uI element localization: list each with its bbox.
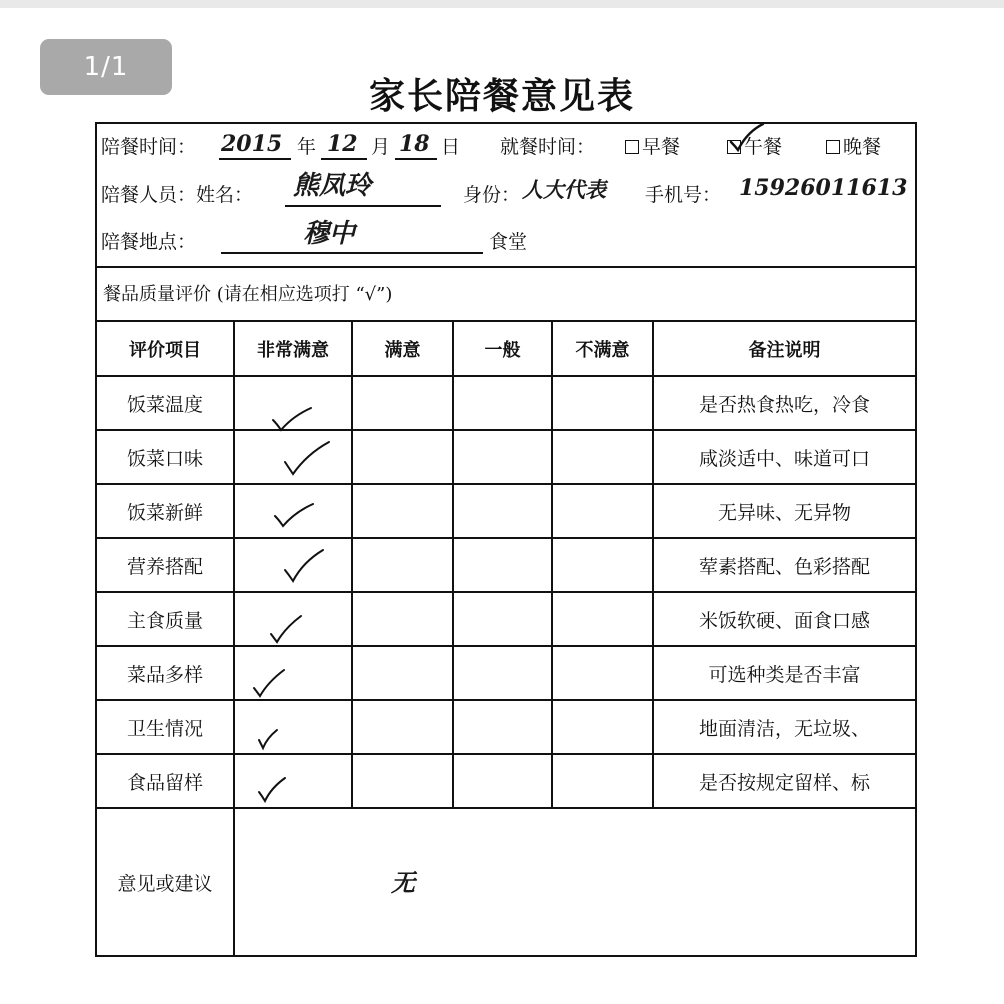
row-note: 地面清洁，无垃圾、: [698, 717, 870, 740]
month-label: 月: [371, 136, 391, 158]
date-month: 12: [327, 131, 358, 157]
suggestion-value: 无: [391, 868, 415, 897]
date-year: 2015: [221, 131, 283, 157]
meal-option-dinner: 晚餐: [826, 135, 881, 159]
place-suffix: 食堂: [489, 231, 528, 253]
row-item: 营养搭配: [126, 555, 203, 578]
identity-label: 身份：: [463, 184, 521, 206]
meal-time-label: 就餐时间：: [500, 136, 596, 158]
divider: [97, 266, 915, 268]
row-note: 是否按规定留样、标: [698, 771, 870, 794]
page-indicator: 1/1: [40, 39, 172, 95]
viewer-top-bar: [0, 0, 1004, 8]
header-dissatisfied: 不满意: [575, 339, 630, 361]
checkbox-icon: [625, 140, 639, 154]
row-note: 可选种类是否丰富: [708, 663, 861, 686]
row-item: 饭菜温度: [126, 393, 203, 416]
identity-value: 人大代表: [522, 177, 606, 202]
row-item: 菜品多样: [126, 663, 203, 686]
date-label: 陪餐时间：: [101, 136, 197, 158]
place-underline: [221, 252, 483, 254]
column-divider: [551, 320, 553, 808]
row-item: 卫生情况: [126, 717, 203, 740]
section-title: 餐品质量评价 (请在相应选项打 “√”): [103, 284, 393, 305]
row-note: 是否热食热吃，冷食: [698, 393, 870, 416]
year-label: 年: [297, 136, 317, 158]
checkmark-icon: [255, 776, 289, 806]
header-item: 评价项目: [129, 339, 201, 361]
year-underline: [219, 158, 291, 160]
day-underline: [395, 158, 437, 160]
row-note: 荤素搭配、色彩搭配: [698, 555, 870, 578]
place-label: 陪餐地点：: [101, 231, 197, 253]
column-divider: [351, 320, 353, 808]
checkmark-icon: [250, 668, 290, 702]
month-underline: [321, 158, 367, 160]
row-note: 米饭软硬、面食口感: [698, 609, 870, 632]
phone-label: 手机号：: [645, 184, 722, 206]
row-note: 无异味、无异物: [717, 501, 851, 524]
person-name: 熊凤玲: [293, 171, 372, 201]
checkmark-icon: [271, 502, 321, 532]
suggestion-label: 意见或建议: [117, 872, 213, 895]
day-label: 日: [441, 136, 461, 158]
row-item: 饭菜新鲜: [126, 501, 203, 524]
row-item: 饭菜口味: [126, 447, 203, 470]
checkmark-icon: [281, 548, 329, 586]
header-satisfied: 满意: [384, 339, 421, 361]
checkbox-icon: [826, 140, 840, 154]
checkmark-icon: [269, 406, 319, 436]
column-divider: [452, 320, 454, 808]
checkmark-icon: [267, 614, 307, 648]
date-day: 18: [399, 131, 430, 157]
header-average: 一般: [484, 339, 521, 361]
document-title: 家长陪餐意见表: [368, 76, 635, 117]
feedback-form: [95, 122, 917, 957]
checkmark-icon: [255, 726, 281, 752]
column-divider: [233, 320, 235, 955]
header-notes: 备注说明: [748, 339, 821, 361]
meal-option-breakfast: 早餐: [625, 135, 680, 159]
phone-value: 15926011613: [739, 175, 908, 201]
checkmark-icon: [281, 440, 335, 480]
place-value: 穆中: [303, 219, 356, 249]
row-note: 咸淡适中、味道可口: [698, 447, 870, 470]
row-item: 主食质量: [126, 609, 203, 632]
name-underline: [285, 205, 441, 207]
header-very-satisfied: 非常满意: [257, 339, 329, 361]
person-name-label: 陪餐人员：姓名：: [101, 184, 254, 206]
row-item: 食品留样: [126, 771, 203, 794]
meal-option-lunch: 午餐: [727, 135, 782, 159]
lunch-checkmark-icon: [727, 122, 767, 156]
